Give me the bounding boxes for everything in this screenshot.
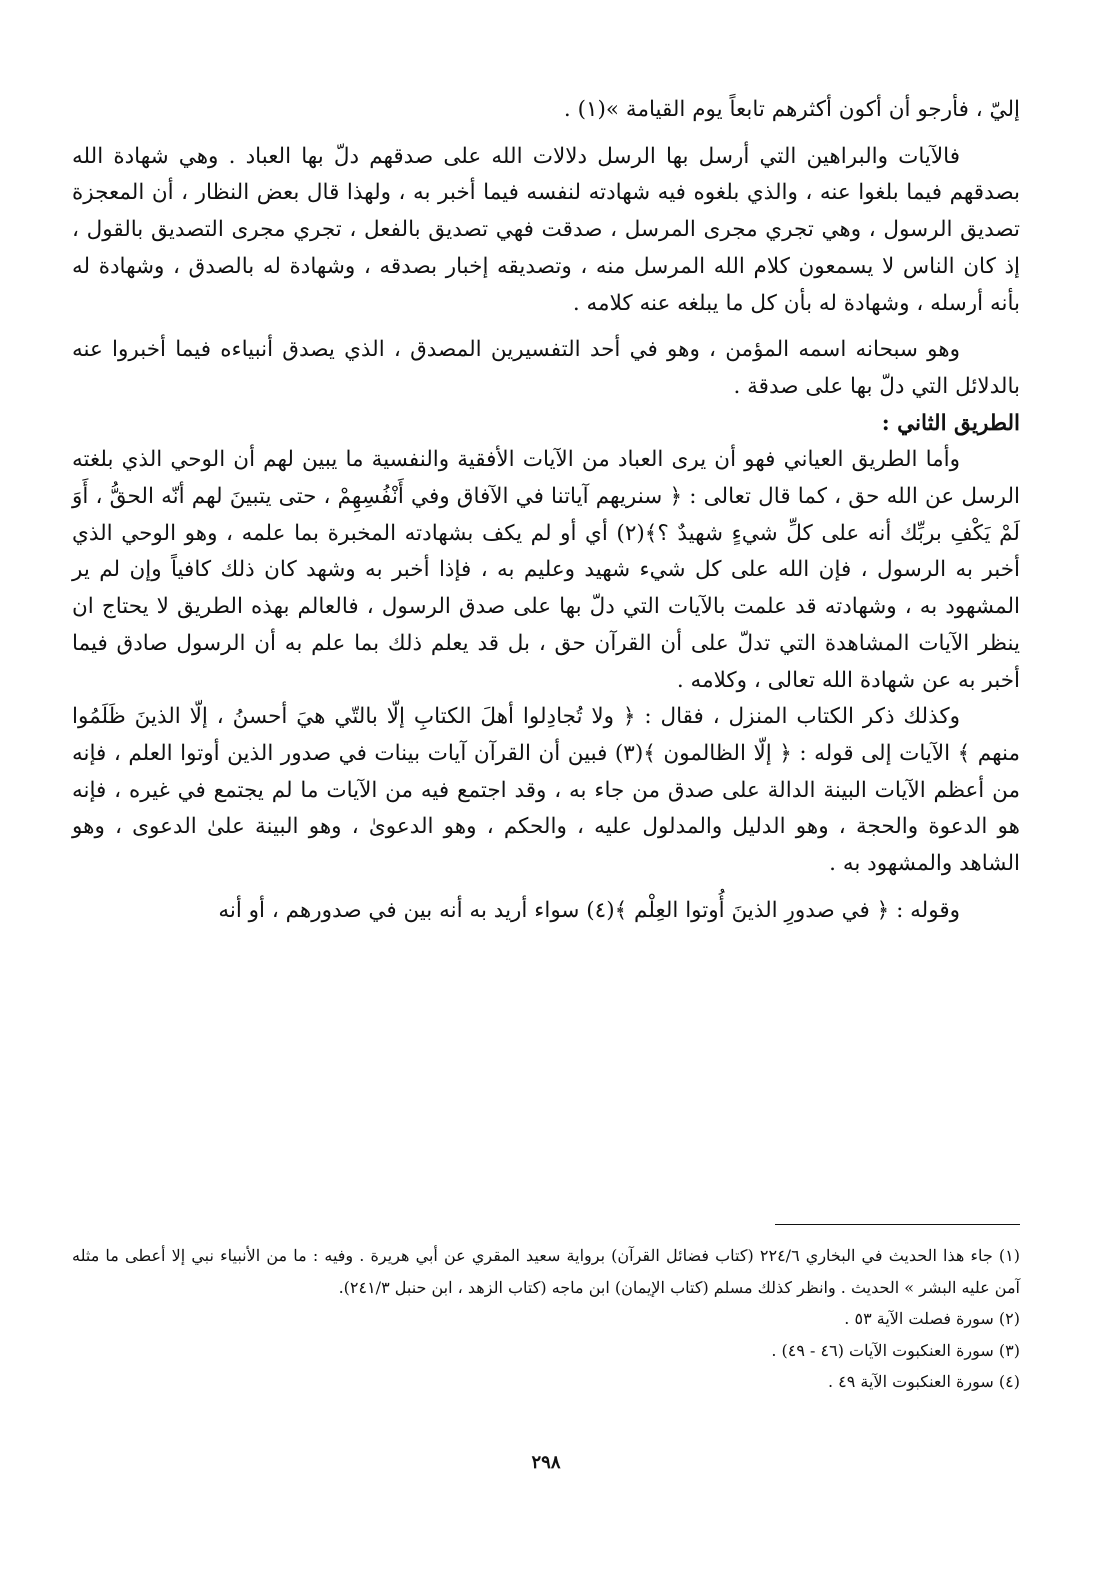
footnote-separator	[775, 1224, 1020, 1225]
footnotes	[72, 1240, 1020, 1398]
paragraph: وأما الطريق العياني فهو أن يرى العباد من الآيات الأفقية والنفسية ما يبين لهم أن الوحي الذي بلغته الرسل عن الله حق ، كما قال تعالى : ﴿ سنريهم آياتنا في الآفاق وفي أَنْفُسِهِمْ ، حتى يتبينَ لهم أنّه الحقُّ ، أَوَ لَمْ يَكْفِ بربِّك أنه على كلِّ شيءٍ شهيدٌ ؟﴾(٢) أي أو لم يكف بشهادته المخبرة بما علمه ، وهو الوحي الذي أخبر به الرسول ، فإن الله على كل شيء شهيد وعليم به ، فإذا أخبر به وشهد كان ذلك كافياً وإن لم ير المشهود به ، وشهادته قد علمت بالآيات التي دلّ بها على صدق الرسول ، فالعالم بهذه الطريق لا يحتاج ان ينظر الآيات المشاهدة التي تدلّ على أن القرآن حق ، بل قد يعلم ذلك بما علم به أن الرسول صادق فيما أخبر به عن شهادة الله تعالى ، وكلامه .	[72, 447, 1020, 693]
paragraph: فالآيات والبراهين التي أرسل بها الرسل دلالات الله على صدقهم دلّ بها العباد . وهي شهادة الله بصدقهم فيما بلغوا عنه ، والذي بلغوه فيه شهادته لنفسه فيما أخبر به ، ولهذا قال بعض النظار ، أن المعجزة تصديق الرسول ، وهي تجري مجرى المرسل ، صدقت فهي تصديق بالفعل ، تجري مجرى التصديق بالقول ، إذ كان الناس لا يسمعون كلام الله المرسل منه ، وتصديقه إخبار بصدقه ، وشهادة له بالصدق ، وشهادة له بأنه أرسله ، وشهادة له بأن كل ما يبلغه عنه كلامه .	[72, 143, 1020, 316]
main-text	[72, 92, 1020, 929]
footnote: (٤) سورة العنكبوت الآية ٤٩ .	[827, 1372, 1020, 1391]
paragraph: وكذلك ذكر الكتاب المنزل ، فقال : ﴿ ولا تُجادِلوا أهلَ الكتابِ إلّا بالتّي هيَ أحسنُ ، إلّا الذينَ ظَلَمُوا منهم ﴾ الآيات إلى قوله : ﴿ إلّا الظالمون ﴾(٣) فبين أن القرآن آيات بينات في صدور الذين أوتوا العلم ، فإنه من أعظم الآيات البينة الدالة على صدق من جاء به ، وقد اجتمع فيه من الآيات ما لم يجتمع في غيره ، فإنه هو الدعوة والحجة ، وهو الدليل والمدلول عليه ، والحكم ، وهو الدعوىٰ ، وهو البينة علىٰ الدعوى ، وهو الشاهد والمشهود به .	[72, 704, 1020, 877]
page-number: ٢٩٨	[531, 1452, 561, 1473]
footnote: (٢) سورة فصلت الآية ٥٣ .	[844, 1309, 1020, 1328]
paragraph: وقوله : ﴿ في صدورِ الذينَ أُوتوا العِلْم ﴾(٤) سواء أريد به أنه بين في صدورهم ، أو أنه	[218, 897, 960, 923]
section-heading: الطريق الثاني :	[881, 410, 1020, 436]
footnote: (٣) سورة العنكبوت الآيات (٤٦ - ٤٩) .	[771, 1340, 1020, 1360]
paragraph-continuation: إليّ ، فأرجو أن أكون أكثرهم تابعاً يوم القيامة »(١) .	[563, 97, 1020, 122]
footnote: (١) جاء هذا الحديث في البخاري ٢٢٤/٦ (كتاب فضائل القرآن) برواية سعيد المقري عن أبي هريرة . وفيه : ما من الأنبياء نبي إلا أعطى ما مثله آمن عليه البشر » الحديث . وانظر كذلك مسلم (كتاب الإيمان) ابن ماجه (كتاب الزهد ، ابن حنبل ٢٤١/٣).	[72, 1246, 1021, 1297]
book-page	[72, 92, 1020, 1552]
paragraph: وهو سبحانه اسمه المؤمن ، وهو في أحد التفسيرين المصدق ، الذي يصدق أنبياءه فيما أخبروا عنه بالدلائل التي دلّ بها على صدقة .	[72, 337, 1020, 399]
